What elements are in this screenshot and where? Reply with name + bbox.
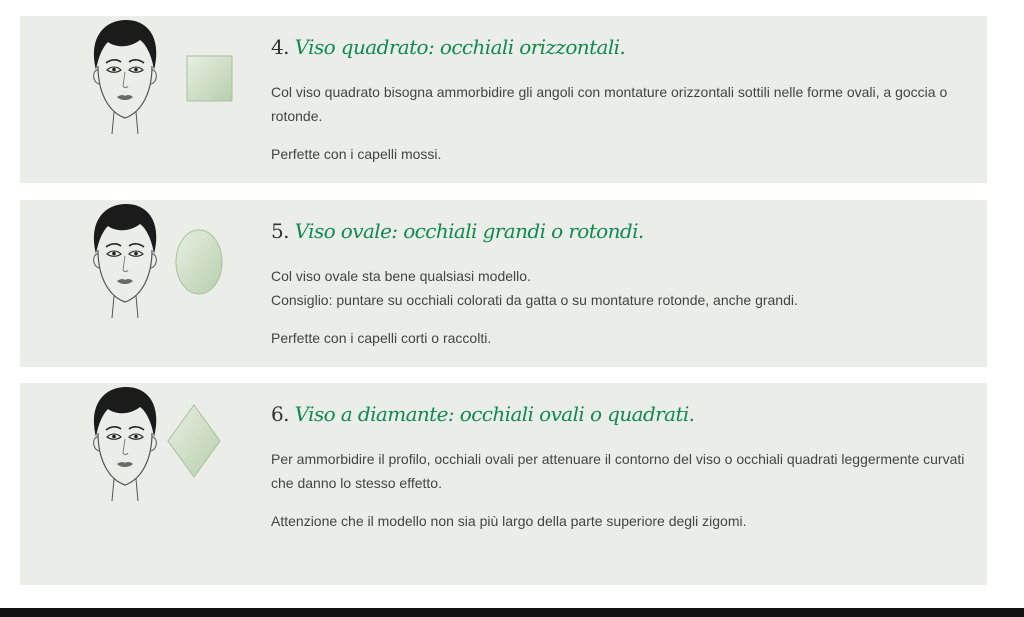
card-warning: Attenzione che il modello non sia più largo della parte superiore degli zigomi. [271,513,747,529]
face-illustration [66,385,246,501]
card-description: Per ammorbidire il profilo, occhiali ovali per attenuare il contorno del viso o occhiali quadrati leggermente curvati che danno lo stesso effetto. [271,451,965,491]
card-number: 4. [271,35,289,59]
card-heading: Viso ovale: occhiali grandi o rotondi. [294,219,644,243]
card-number: 5. [271,219,289,243]
bottom-border [0,608,1024,617]
face-icon [94,387,157,501]
oval-shape-icon [176,230,222,294]
card-heading: Viso quadrato: occhiali orizzontali. [294,35,626,59]
face-shape-card-square [20,16,987,183]
card-title [271,216,971,246]
card-hair-tip: Perfette con i capelli mossi. [271,146,442,162]
face-illustration [66,18,246,134]
card-hair-tip: Perfette con i capelli corti o raccolti. [271,330,492,346]
face-shape-card-diamond [20,383,987,585]
card-title [271,399,971,429]
face-shape-card-oval [20,200,987,367]
square-shape-icon [187,56,232,101]
card-title [271,32,971,62]
card-advice: Consiglio: puntare su occhiali colorati da gatta o su montature rotonde, anche grandi. [271,292,798,308]
card-description: Col viso ovale sta bene qualsiasi modello. [271,268,531,284]
card-number: 6. [271,402,289,426]
diamond-shape-icon [168,405,220,477]
face-icon [94,20,157,134]
face-icon [94,204,157,318]
card-description: Col viso quadrato bisogna ammorbidire gli angoli con montature orizzontali sottili nelle forme ovali, a goccia o rotonde. [271,84,948,124]
face-illustration [66,202,246,318]
card-heading: Viso a diamante: occhiali ovali o quadrati. [294,402,695,426]
